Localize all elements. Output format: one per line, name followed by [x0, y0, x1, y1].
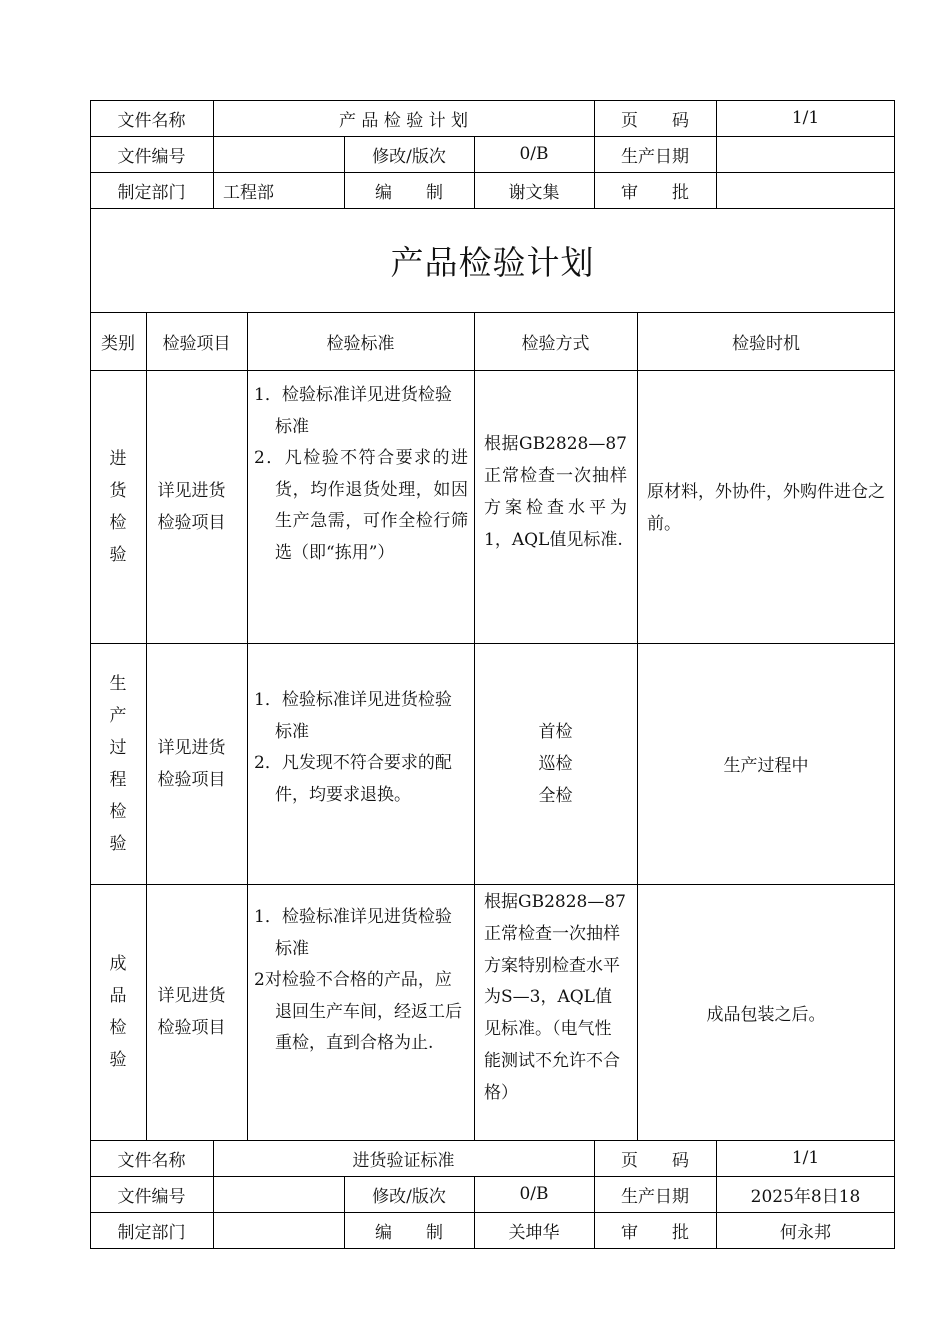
approver-label: 审 批	[621, 182, 689, 203]
standard-line: 1．检验标准详见进货检验标准	[254, 690, 452, 742]
row-timing-process: 生产过程中	[723, 756, 809, 776]
category-char: 检	[109, 1018, 127, 1038]
category-char: 检	[109, 512, 127, 533]
footer-doc-name-value: 进货验证标准	[352, 1150, 455, 1171]
column-header-item: 检验项目	[162, 333, 231, 354]
row-standard-process	[254, 685, 468, 811]
page-title: 产品检验计划	[390, 242, 595, 282]
row-item-text: 详见进货检验项目	[157, 480, 226, 533]
footer-date-value: 2025年8日18	[750, 1186, 861, 1207]
category-char: 验	[109, 833, 127, 854]
method-patrol-check: 巡检	[538, 753, 573, 774]
revision-label: 修改/版次	[372, 146, 446, 167]
footer-approver-value: 何永邦	[780, 1222, 831, 1243]
author-value: 谢文集	[508, 182, 560, 203]
row-standard-incoming	[254, 380, 468, 569]
doc-no-value	[213, 136, 344, 172]
row-category-process	[90, 643, 146, 884]
category-char: 进	[109, 448, 127, 469]
standard-line: 1．检验标准详见进货检验标准	[254, 907, 452, 959]
footer-doc-no-label: 文件编号	[117, 1186, 186, 1207]
standard-line: 2．凡发现不符合要求的配件，均要求退换。	[254, 753, 452, 805]
department-value: 工程部	[223, 182, 274, 203]
doc-name-label: 文件名称	[117, 110, 186, 131]
footer-date-label: 生产日期	[621, 1186, 689, 1207]
doc-name-value: 产 品 检 验 计 划	[338, 110, 469, 131]
row-item-cell	[146, 643, 247, 884]
rule	[90, 1248, 895, 1249]
row-standard-finished	[254, 902, 468, 1060]
row-category-incoming	[90, 370, 146, 643]
category-char: 成	[109, 954, 127, 974]
rule	[247, 312, 248, 1140]
footer-doc-no-value	[213, 1176, 344, 1212]
footer-page-label: 页 码	[621, 1150, 689, 1171]
standard-line: 2．凡检验不符合要求的进货，均作退货处理，如因生产急需，可作全检行筛选（即“拣用”）	[254, 448, 468, 563]
footer-author-value: 关坤华	[508, 1222, 560, 1243]
footer-department-value	[213, 1212, 344, 1248]
author-label: 编 制	[375, 182, 443, 203]
row-item-text: 详见进货检验项目	[157, 986, 226, 1038]
footer-approver-label: 审 批	[621, 1222, 689, 1243]
date-value	[716, 136, 895, 172]
doc-no-label: 文件编号	[117, 146, 186, 167]
row-item-cell	[146, 884, 247, 1140]
department-label: 制定部门	[117, 182, 186, 203]
column-header-method: 检验方式	[521, 333, 590, 354]
row-method-finished: 根据GB2828—87正常检查一次抽样方案特别检查水平为S—3，AQL值见标准。（电气性能测试不允许不合格）	[484, 892, 626, 1103]
row-item-cell	[146, 370, 247, 643]
column-header-category: 类别	[101, 333, 135, 354]
approver-value	[716, 172, 895, 208]
category-char: 验	[109, 544, 127, 565]
row-method-incoming: 根据GB2828—87正常检查一次抽样方案检查水平为1，AQL值见标准.	[484, 434, 627, 550]
row-category-finished	[90, 884, 146, 1140]
page-label: 页 码	[621, 110, 689, 131]
date-label: 生产日期	[621, 146, 689, 167]
footer-doc-name-label: 文件名称	[117, 1150, 186, 1171]
category-char: 品	[109, 986, 127, 1006]
page-value: 1/1	[791, 108, 820, 128]
column-header-standard: 检验标准	[326, 333, 395, 354]
row-item-text: 详见进货检验项目	[157, 737, 226, 790]
category-char: 程	[109, 769, 127, 790]
column-header-timing: 检验时机	[732, 333, 800, 354]
inspection-plan-document	[90, 100, 895, 1250]
row-method-process	[474, 643, 637, 884]
footer-page-value: 1/1	[791, 1148, 820, 1168]
standard-line: 2对检验不合格的产品，应退回生产车间，经返工后重检，直到合格为止.	[254, 970, 462, 1053]
category-char: 验	[109, 1050, 127, 1070]
row-timing-finished: 成品包装之后。	[706, 1004, 826, 1025]
method-first-check: 首检	[538, 721, 573, 742]
revision-value: 0/B	[519, 144, 549, 164]
footer-revision-label: 修改/版次	[372, 1186, 446, 1207]
row-timing-incoming: 原材料，外协件，外购件进仓之前。	[647, 482, 885, 534]
method-full-check: 全检	[538, 785, 573, 806]
category-char: 检	[109, 801, 127, 822]
category-char: 生	[109, 673, 127, 694]
footer-author-label: 编 制	[375, 1222, 443, 1243]
category-char: 产	[109, 705, 127, 726]
category-char: 货	[109, 480, 127, 501]
footer-revision-value: 0/B	[519, 1184, 549, 1204]
category-char: 过	[109, 737, 127, 758]
footer-department-label: 制定部门	[117, 1222, 186, 1243]
standard-line: 1．检验标准详见进货检验标准	[254, 385, 452, 437]
